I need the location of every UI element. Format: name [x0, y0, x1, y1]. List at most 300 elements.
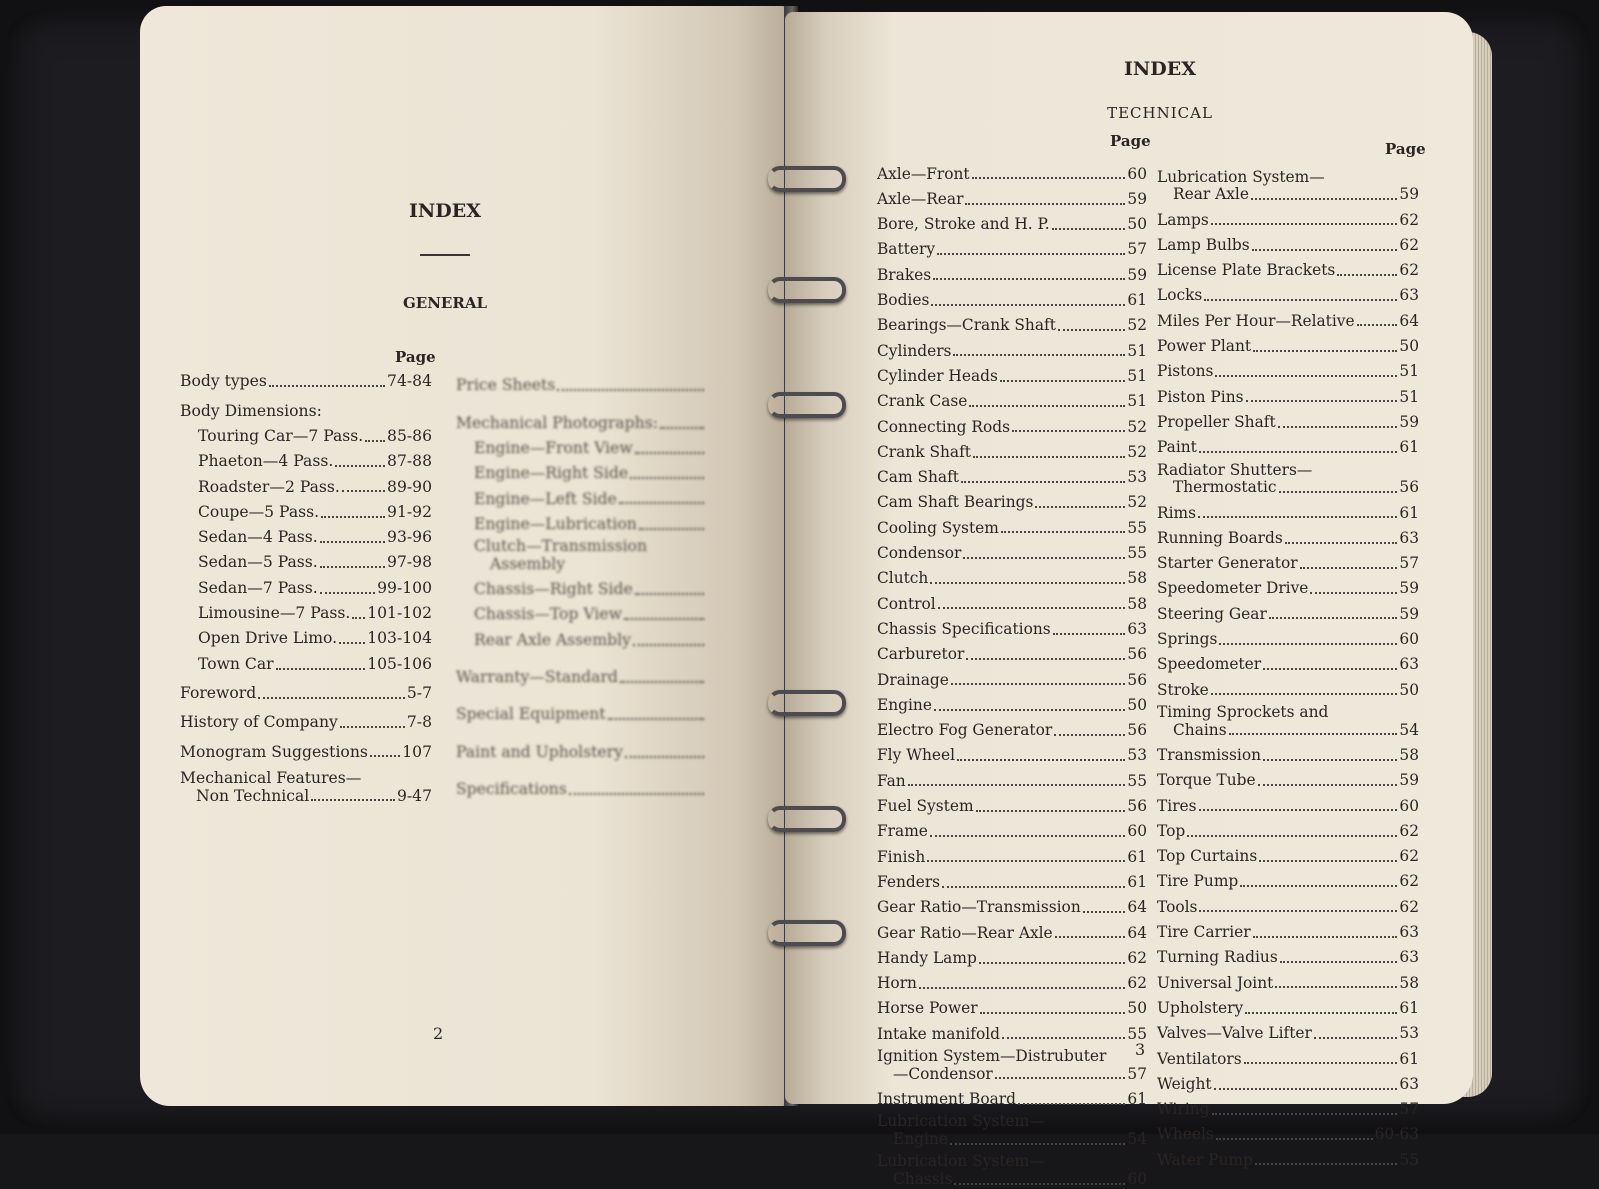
index-entry [877, 892, 1147, 917]
entry-page: 5-7 [406, 683, 432, 702]
entry-page: 59 [1399, 604, 1419, 623]
leader-dots [930, 835, 1125, 837]
entry-name: Rear Axle Assembly [474, 630, 631, 649]
entry-name: Radiator Shutters— [1157, 460, 1313, 479]
leader-dots [1187, 835, 1397, 837]
entry-page: 89-90 [387, 477, 432, 496]
leader-dots [1219, 643, 1397, 645]
entry-name: Bearings—Crank Shaft [877, 316, 1056, 335]
leader-dots [569, 793, 704, 795]
entry-page: 58 [1127, 594, 1147, 613]
entry-name: Steering Gear [1157, 604, 1267, 623]
entry-page: 51 [1127, 366, 1147, 385]
entry-name-continued: Chassis [893, 1169, 953, 1188]
entry-page: 52 [1127, 316, 1147, 335]
index-entry [877, 588, 1147, 613]
leader-dots [927, 860, 1125, 862]
entry-name: Piston Pins [1157, 387, 1244, 406]
leader-dots [1255, 1163, 1397, 1165]
entry-page: 61 [1127, 291, 1147, 310]
entry-page: 52 [1127, 417, 1147, 436]
index-entry [877, 537, 1147, 562]
entry-page: 60 [1127, 164, 1147, 183]
leader-dots [1216, 1138, 1373, 1140]
leader-dots [1263, 759, 1397, 761]
leader-dots [979, 962, 1126, 964]
index-entry [180, 547, 432, 572]
leader-dots [908, 784, 1126, 786]
index-entry [1157, 457, 1419, 497]
entry-name: Paint and Upholstery [456, 742, 623, 761]
index-entry [456, 599, 706, 624]
entry-page: 7-8 [406, 713, 432, 732]
entry-page: 51 [1399, 362, 1419, 381]
entry-name: Clutch [877, 569, 929, 588]
entry-page: 55 [1127, 544, 1147, 563]
leader-dots [1278, 426, 1398, 428]
entry-name: Lamps [1157, 210, 1209, 229]
index-entry [877, 563, 1147, 588]
index-entry [180, 366, 432, 391]
entry-name-continued: Thermostatic [1173, 478, 1277, 497]
entry-name: Engine [877, 695, 932, 714]
index-entry [877, 968, 1147, 993]
entry-name: Warranty—Standard [456, 668, 618, 687]
index-entry [456, 624, 706, 649]
leader-dots [1229, 733, 1398, 735]
entry-name: Sedan—7 Pass. [198, 578, 318, 597]
index-entry [1157, 866, 1419, 891]
leader-dots [1337, 274, 1397, 276]
leader-dots [1035, 506, 1125, 508]
index-entry [1157, 522, 1419, 547]
leader-dots [1258, 784, 1398, 786]
left-page-number: 2 [433, 1024, 444, 1043]
right-index-column-2 [1157, 164, 1419, 1169]
entry-page: 55 [1127, 1024, 1147, 1043]
leader-dots [1212, 1113, 1398, 1115]
index-entry [877, 487, 1147, 512]
binder-ring [768, 277, 846, 303]
binder-ring [768, 690, 846, 716]
entry-name: Wiring [1157, 1100, 1210, 1119]
index-entry [877, 1018, 1147, 1043]
leader-dots [937, 253, 1125, 255]
entry-page: 103-104 [367, 629, 432, 648]
entry-name: Carburetor [877, 645, 965, 664]
leader-dots [1199, 809, 1398, 811]
leader-dots [320, 541, 385, 543]
entry-name: Battery [877, 240, 936, 259]
entry-page: 59 [1127, 265, 1147, 284]
entry-name: Torque Tube [1157, 771, 1256, 790]
leader-dots [624, 618, 704, 620]
entry-page: 74-84 [387, 372, 432, 391]
index-entry [877, 436, 1147, 461]
entry-page: 63 [1399, 286, 1419, 305]
entry-page: 52 [1127, 493, 1147, 512]
entry-name: Body types [180, 372, 267, 391]
entry-name: Engine—Front View [474, 438, 633, 457]
entry-name: Axle—Rear [877, 189, 964, 208]
index-entry [1157, 356, 1419, 381]
index-entry [877, 942, 1147, 967]
index-entry [1157, 1144, 1419, 1169]
entry-name: Foreword [180, 683, 257, 702]
leader-dots [957, 759, 1125, 761]
entry-page: 54 [1127, 1129, 1147, 1148]
entry-page: 53 [1127, 468, 1147, 487]
leader-dots [1199, 910, 1397, 912]
leader-dots [965, 203, 1125, 205]
entry-page: 50 [1399, 337, 1419, 356]
index-entry [877, 183, 1147, 208]
index-entry [1157, 204, 1419, 229]
entry-name: Body Dimensions: [180, 401, 322, 420]
leader-dots [1053, 633, 1126, 635]
entry-page: 58 [1399, 745, 1419, 764]
entry-page: 55 [1399, 1150, 1419, 1169]
entry-page: 107 [402, 742, 432, 761]
leader-dots [608, 718, 704, 720]
entry-name: Running Boards [1157, 528, 1283, 547]
entry-name: Price Sheets [456, 376, 556, 395]
index-entry [1157, 1068, 1419, 1093]
entry-page: 56 [1399, 478, 1419, 497]
entry-name: Starter Generator [1157, 554, 1298, 573]
leader-dots [1199, 451, 1398, 453]
entry-name: Frame [877, 822, 928, 841]
entry-page: 64 [1399, 311, 1419, 330]
leader-dots [1314, 1037, 1398, 1039]
leader-dots [320, 566, 385, 568]
entry-page: 62 [1399, 872, 1419, 891]
index-entry [1157, 649, 1419, 674]
entry-page: 87-88 [387, 452, 432, 471]
index-entry [1157, 699, 1419, 739]
entry-page: 56 [1127, 670, 1147, 689]
entry-name: Chassis—Top View [474, 605, 622, 624]
entry-name: Intake manifold [877, 1024, 1001, 1043]
entry-name: Lamp Bulbs [1157, 235, 1250, 254]
entry-page: 60 [1399, 630, 1419, 649]
leader-dots [1000, 380, 1126, 382]
entry-name: Weight [1157, 1074, 1212, 1093]
entry-name: Bore, Stroke and H. P. [877, 215, 1050, 234]
index-entry [1157, 815, 1419, 840]
index-entry [877, 993, 1147, 1018]
index-entry [877, 462, 1147, 487]
left-index-title: INDEX [409, 200, 481, 222]
entry-page: 53 [1127, 746, 1147, 765]
left-index-column-2 [456, 370, 706, 799]
index-entry [180, 471, 432, 496]
entry-name: Fan [877, 771, 906, 790]
index-entry [877, 790, 1147, 815]
index-entry [456, 458, 706, 483]
entry-name: Instrument Board [877, 1089, 1016, 1108]
left-index-column-1 [180, 366, 432, 805]
index-entry [1157, 229, 1419, 254]
entry-name: Finish [877, 847, 926, 866]
index-entry [877, 209, 1147, 234]
index-entry [456, 433, 706, 458]
entry-page: 60 [1399, 796, 1419, 815]
entry-name: Turning Radius [1157, 948, 1278, 967]
leader-dots [1280, 961, 1398, 963]
index-entry [1157, 623, 1419, 648]
index-entry [877, 1149, 1147, 1189]
entry-page: 62 [1127, 948, 1147, 967]
index-entry [180, 572, 432, 597]
entry-name: Engine—Right Side [474, 464, 629, 483]
leader-dots [1083, 911, 1126, 913]
index-entry [877, 1043, 1147, 1083]
leader-dots [1204, 299, 1397, 301]
index-entry [1157, 1018, 1419, 1043]
leader-dots [1214, 1088, 1398, 1090]
index-entry [877, 715, 1147, 740]
entry-page: 51 [1127, 392, 1147, 411]
leader-dots [972, 177, 1126, 179]
index-entry [877, 158, 1147, 183]
leader-dots [557, 389, 704, 391]
leader-dots [1244, 1062, 1398, 1064]
entry-page: 57 [1127, 1064, 1147, 1083]
right-page-number: 3 [1135, 1040, 1146, 1059]
entry-name: Tire Pump [1157, 872, 1239, 891]
index-entry [1157, 164, 1419, 204]
entry-name-continued: —Condensor [893, 1064, 993, 1083]
entry-name: Drainage [877, 670, 949, 689]
entry-page: 55 [1127, 771, 1147, 790]
entry-page: 60 [1127, 1169, 1147, 1188]
entry-name: Cam Shaft [877, 468, 959, 487]
entry-name: Special Equipment [456, 705, 606, 724]
entry-name: History of Company [180, 713, 338, 732]
index-entry [180, 598, 432, 623]
entry-name: Handy Lamp [877, 948, 977, 967]
leader-dots [1300, 567, 1398, 569]
entry-name: Lubrication System— [1157, 167, 1325, 186]
index-entry [1157, 674, 1419, 699]
entry-name: Transmission [1157, 745, 1262, 764]
index-entry [456, 736, 706, 761]
entry-name: Ventilators [1157, 1049, 1242, 1068]
index-entry [456, 534, 706, 574]
left-page [140, 6, 790, 1106]
entry-page: 61 [1399, 1049, 1419, 1068]
left-title-rule [420, 254, 470, 256]
leader-dots [635, 593, 704, 595]
entry-name: Fenders [877, 872, 941, 891]
index-entry [456, 483, 706, 508]
entry-page: 63 [1399, 1074, 1419, 1093]
entry-name: Connecting Rods [877, 417, 1010, 436]
leader-dots [1052, 228, 1126, 230]
leader-dots [938, 607, 1126, 609]
index-entry [456, 407, 706, 432]
leader-dots [942, 886, 1125, 888]
entry-name: Top [1157, 821, 1186, 840]
entry-page: 50 [1399, 680, 1419, 699]
leader-dots [951, 683, 1126, 685]
index-entry [877, 765, 1147, 790]
leader-dots [995, 1077, 1126, 1079]
leader-dots [321, 516, 385, 518]
entry-page: 61 [1127, 847, 1147, 866]
index-entry [877, 1109, 1147, 1149]
entry-page: 62 [1399, 261, 1419, 280]
index-entry [180, 421, 432, 446]
leader-dots [619, 502, 704, 504]
leader-dots [1253, 936, 1398, 938]
entry-name: Monogram Suggestions [180, 742, 368, 761]
leader-dots [1198, 516, 1397, 518]
leader-dots [635, 452, 704, 454]
entry-name: Open Drive Limo. [198, 629, 338, 648]
entry-page: 61 [1399, 998, 1419, 1017]
entry-page: 56 [1127, 797, 1147, 816]
index-entry [180, 648, 432, 673]
entry-name: Lubrication System— [877, 1112, 1045, 1131]
entry-name: Fuel System [877, 797, 974, 816]
entry-name-continued: Rear Axle [1173, 185, 1249, 204]
index-entry [180, 623, 432, 648]
entry-name: Cam Shaft Bearings [877, 493, 1034, 512]
leader-dots [1215, 375, 1397, 377]
leader-dots [633, 644, 704, 646]
entry-page: 54 [1399, 720, 1419, 739]
leader-dots [1357, 324, 1398, 326]
entry-page: 64 [1127, 923, 1147, 942]
right-page [785, 12, 1473, 1188]
entry-name: Top Curtains [1157, 847, 1258, 866]
entry-name: Specifications [456, 779, 567, 798]
leader-dots [1253, 350, 1397, 352]
index-entry [180, 678, 432, 703]
entry-name: Electro Fog Generator [877, 721, 1053, 740]
leader-dots [1310, 592, 1397, 594]
entry-page: 61 [1127, 1089, 1147, 1108]
leader-dots [1245, 1012, 1397, 1014]
entry-page: 63 [1399, 528, 1419, 547]
index-entry [1157, 942, 1419, 967]
leader-dots [934, 709, 1125, 711]
left-section-title: GENERAL [402, 294, 488, 312]
index-entry [180, 522, 432, 547]
entry-page: 63 [1127, 619, 1147, 638]
index-entry [1157, 1119, 1419, 1144]
entry-name: Cooling System [877, 518, 999, 537]
leader-dots [980, 1012, 1126, 1014]
leader-dots [973, 456, 1125, 458]
index-entry [1157, 1094, 1419, 1119]
right-index-column-1 [877, 158, 1147, 1189]
entry-name: Speedometer [1157, 655, 1262, 674]
entry-page: 64 [1127, 898, 1147, 917]
entry-page: 62 [1399, 821, 1419, 840]
entry-name: Chassis Specifications [877, 619, 1051, 638]
entry-name: Tires [1157, 796, 1197, 815]
index-entry [456, 508, 706, 533]
leader-dots [625, 756, 704, 758]
entry-page: 58 [1127, 569, 1147, 588]
index-entry [877, 1083, 1147, 1108]
leader-dots [269, 385, 385, 387]
leader-dots [953, 354, 1125, 356]
binder-ring [768, 806, 846, 832]
leader-dots [1018, 1103, 1125, 1105]
entry-name: Chassis—Right Side [474, 580, 633, 599]
entry-name: Engine—Left Side [474, 489, 617, 508]
entry-name: Stroke [1157, 680, 1209, 699]
index-entry [1157, 765, 1419, 790]
entry-name: Mechanical Photographs: [456, 413, 658, 432]
leader-dots [1246, 400, 1398, 402]
index-entry [1157, 432, 1419, 457]
index-entry [1157, 916, 1419, 941]
entry-name-continued: Engine [893, 1129, 948, 1148]
leader-dots [258, 697, 405, 699]
leader-dots [976, 810, 1126, 812]
index-entry [877, 639, 1147, 664]
entry-name: Upholstery [1157, 998, 1244, 1017]
entry-page: 93-96 [387, 528, 432, 547]
index-entry [456, 662, 706, 687]
entry-page: 59 [1399, 185, 1419, 204]
leader-dots [961, 481, 1125, 483]
entry-page: 85-86 [387, 426, 432, 445]
binder-ring [768, 920, 846, 946]
index-entry [1157, 841, 1419, 866]
entry-page: 50 [1127, 999, 1147, 1018]
leader-dots [1269, 617, 1398, 619]
index-entry [456, 699, 706, 724]
index-entry [877, 740, 1147, 765]
entry-name: Control [877, 594, 936, 613]
index-entry [1157, 330, 1419, 355]
index-entry [1157, 891, 1419, 916]
index-entry [456, 774, 706, 799]
leader-dots [1259, 860, 1397, 862]
entry-page: 60-63 [1374, 1125, 1419, 1144]
entry-page: 61 [1399, 438, 1419, 457]
leader-dots [339, 642, 365, 644]
leader-dots [1055, 936, 1126, 938]
binder-ring [768, 166, 846, 192]
leader-dots [365, 440, 385, 442]
entry-name: Sedan—5 Pass. [198, 553, 318, 572]
entry-name: Horse Power [877, 999, 978, 1018]
entry-name: Touring Car—7 Pass. [198, 426, 364, 445]
entry-name-continued: Non Technical [196, 786, 310, 805]
entry-page: 59 [1399, 412, 1419, 431]
entry-name: Paint [1157, 438, 1197, 457]
entry-name: Cylinders [877, 341, 952, 360]
entry-name: Locks [1157, 286, 1203, 305]
entry-name: Pistons [1157, 362, 1214, 381]
entry-page: 63 [1399, 655, 1419, 674]
leader-dots [1285, 542, 1398, 544]
entry-page: 55 [1127, 518, 1147, 537]
entry-name: Engine—Lubrication [474, 514, 637, 533]
leader-dots [1211, 223, 1398, 225]
entry-name: Town Car [198, 654, 274, 673]
entry-page: 50 [1127, 695, 1147, 714]
right-index-title: INDEX [1124, 58, 1196, 80]
leader-dots [1054, 734, 1125, 736]
